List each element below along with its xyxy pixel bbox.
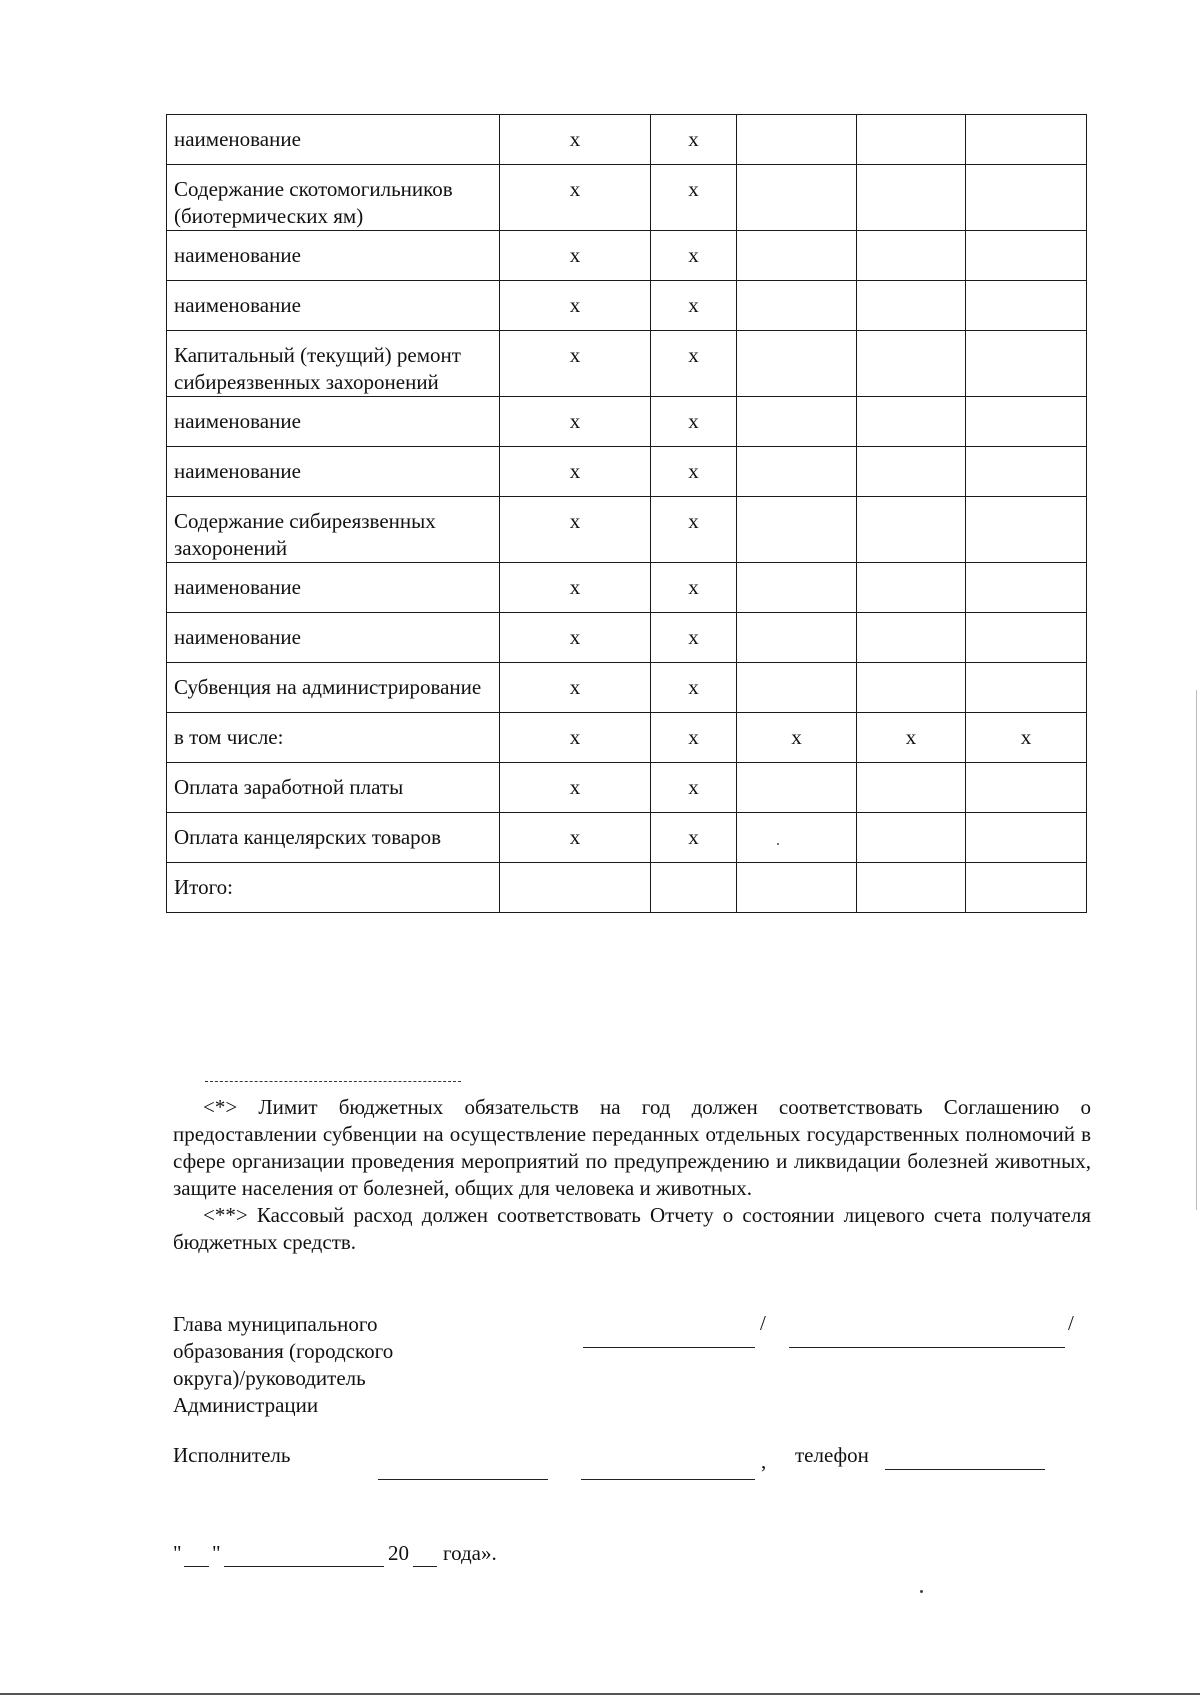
head-signature-slash-2: / [1068,1311,1074,1335]
value-cell-3 [737,397,857,447]
value-cell-2: х [651,497,737,563]
value-cell-5 [966,563,1087,613]
executor-comma: , [761,1449,767,1473]
value-cell-5 [966,231,1087,281]
value-cell-1: х [500,231,651,281]
table-row [167,497,1087,563]
executor-signature-line [378,1479,548,1480]
scan-edge-right [1196,690,1197,1210]
value-cell-2: х [651,563,737,613]
value-cell-2: х [651,165,737,231]
value-cell-2: х [651,397,737,447]
value-cell-5 [966,863,1087,913]
date-year-prefix: 20 [388,1541,409,1565]
value-cell-1: х [500,813,651,863]
row-name-cell: наименование [167,397,500,447]
value-cell-5 [966,331,1087,397]
value-cell-3 [737,763,857,813]
footnote-separator [205,1081,461,1082]
executor-name-line [581,1479,755,1480]
value-cell-3 [737,281,857,331]
row-name-cell: Оплата канцелярских товаров [167,813,500,863]
row-name-cell: Капитальный (текущий) ремонт сибиреязвенных захоронений [167,331,500,397]
table-row [167,663,1087,713]
row-name-cell: наименование [167,613,500,663]
value-cell-5 [966,663,1087,713]
date-quote-open: " [173,1541,182,1565]
value-cell-1: х [500,713,651,763]
table-row [167,281,1087,331]
value-cell-1: х [500,613,651,663]
value-cell-5 [966,165,1087,231]
phone-line [885,1469,1045,1470]
value-cell-4 [857,165,966,231]
value-cell-1: х [500,115,651,165]
row-name-cell: Итого: [167,863,500,913]
head-name-line [789,1347,1065,1348]
date-quote-close: " [212,1541,221,1565]
row-name-cell: наименование [167,231,500,281]
table-row [167,563,1087,613]
value-cell-5 [966,397,1087,447]
report-table-body [167,115,1087,913]
value-cell-5 [966,813,1087,863]
value-cell-3 [737,231,857,281]
value-cell-1: х [500,165,651,231]
row-name-cell: наименование [167,447,500,497]
table-row [167,763,1087,813]
date-month-line [224,1566,384,1567]
value-cell-4 [857,613,966,663]
row-name-cell: в том числе: [167,713,500,763]
value-cell-4 [857,663,966,713]
value-cell-3 [737,331,857,397]
row-name-cell: наименование [167,563,500,613]
row-name-cell: Оплата заработной платы [167,763,500,813]
footnote-cash: <**> Кассовый расход должен соответствовать Отчету о состоянии лицевого счета получателя бюджетных средств. [173,1203,1091,1254]
value-cell-4 [857,863,966,913]
row-name-cell: наименование [167,281,500,331]
head-signature-slash-1: / [760,1311,766,1335]
phone-label: телефон [795,1443,869,1467]
value-cell-4: х [857,713,966,763]
value-cell-4 [857,497,966,563]
executor-label: Исполнитель [173,1443,291,1467]
value-cell-4 [857,115,966,165]
value-cell-1: х [500,663,651,713]
value-cell-5 [966,281,1087,331]
value-cell-1: х [500,281,651,331]
table-row [167,115,1087,165]
value-cell-2: х [651,713,737,763]
value-cell-3 [737,863,857,913]
value-cell-2: х [651,115,737,165]
value-cell-2: х [651,663,737,713]
value-cell-2: х [651,231,737,281]
value-cell-3 [737,497,857,563]
value-cell-3 [737,447,857,497]
value-cell-3 [737,813,857,863]
report-table [166,114,1087,913]
table-row [167,447,1087,497]
value-cell-2: х [651,613,737,663]
table-row [167,165,1087,231]
value-cell-3 [737,115,857,165]
row-name-cell: Содержание скотомогильников (биотермических ям) [167,165,500,231]
value-cell-1: х [500,397,651,447]
table-row [167,813,1087,863]
head-signature-label: Глава муниципального образования (городского округа)/руководитель Администрации [173,1312,394,1417]
scan-edge-bottom [0,1693,1200,1695]
value-cell-2: х [651,763,737,813]
date-suffix: года». [443,1541,497,1565]
value-cell-2 [651,863,737,913]
value-cell-3 [737,613,857,663]
value-cell-4 [857,563,966,613]
value-cell-3: х [737,713,857,763]
table-row [167,231,1087,281]
value-cell-4 [857,397,966,447]
value-cell-5 [966,613,1087,663]
value-cell-1: х [500,563,651,613]
value-cell-1: х [500,331,651,397]
head-signature-line [583,1347,755,1348]
date-day-line [184,1566,209,1567]
value-cell-4 [857,813,966,863]
row-name-cell: Содержание сибиреязвенных захоронений [167,497,500,563]
value-cell-1 [500,863,651,913]
table-row [167,397,1087,447]
value-cell-4 [857,231,966,281]
value-cell-1: х [500,447,651,497]
value-cell-4 [857,331,966,397]
table-row [167,713,1087,763]
date-year-line [413,1566,437,1567]
value-cell-3 [737,563,857,613]
value-cell-2: х [651,331,737,397]
row-name-cell: Субвенция на администрирование [167,663,500,713]
value-cell-1: х [500,763,651,813]
value-cell-3 [737,165,857,231]
row-name-cell: наименование [167,115,500,165]
value-cell-4 [857,447,966,497]
value-cell-2: х [651,813,737,863]
value-cell-5 [966,763,1087,813]
footnotes [173,1094,1091,1256]
scan-speck [920,1590,923,1593]
scan-speck [777,843,779,845]
value-cell-5 [966,115,1087,165]
value-cell-1: х [500,497,651,563]
table-row [167,863,1087,913]
footnote-limit: <*> Лимит бюджетных обязательств на год должен соответствовать Соглашению о предоставлении субвенции на осуществление переданных отдельных государственных полномочий в сфере организации проведения мероприятий по предупреждению и ликвидации болезней животных, защите населения от болезней, общих для человека и животных. [173,1095,1091,1200]
value-cell-4 [857,281,966,331]
value-cell-4 [857,763,966,813]
value-cell-5: х [966,713,1087,763]
table-row [167,331,1087,397]
value-cell-2: х [651,281,737,331]
value-cell-5 [966,497,1087,563]
value-cell-3 [737,663,857,713]
value-cell-5 [966,447,1087,497]
value-cell-2: х [651,447,737,497]
table-row [167,613,1087,663]
